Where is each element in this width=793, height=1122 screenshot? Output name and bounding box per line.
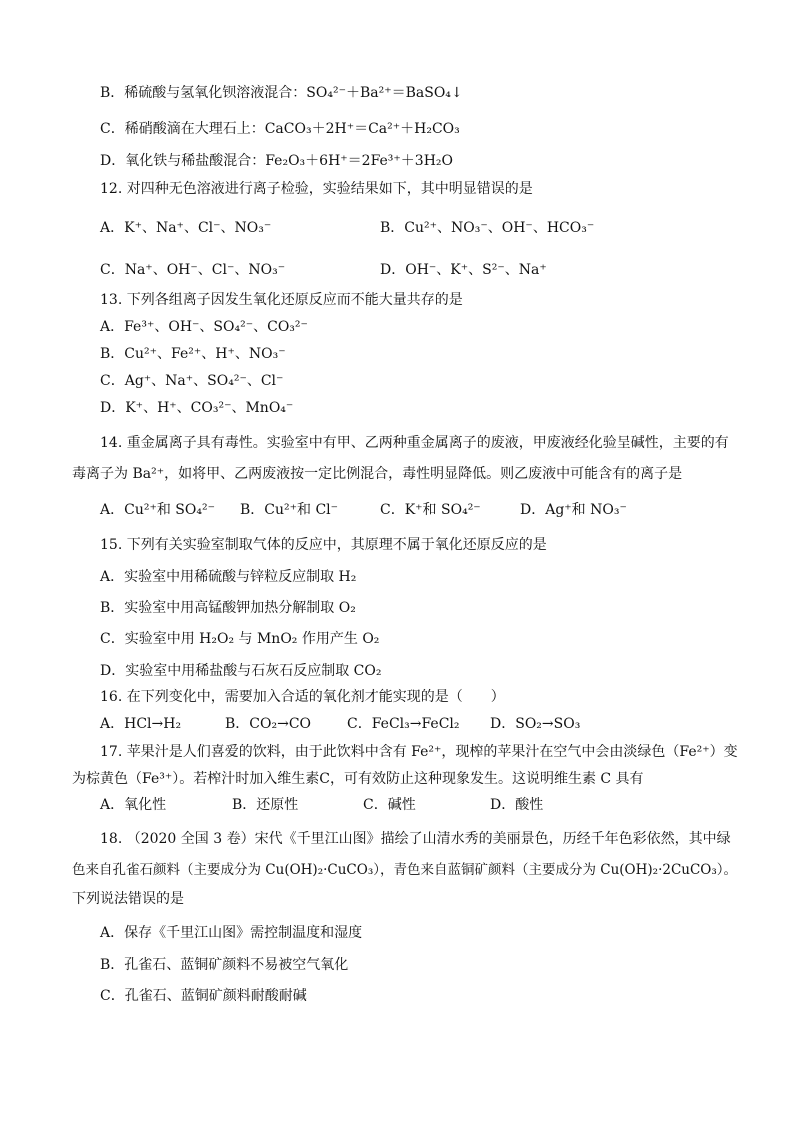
q14-stem-line2: 毒离子为 Ba²⁺，如将甲、乙两废液按一定比例混合，毒性明显降低。则乙废液中可能含有的离子是 [72,466,683,482]
q17-option-c: C．碱性 [363,797,416,813]
q17-option-b: B．还原性 [232,797,299,813]
q15-option-a: A．实验室中用稀硫酸与锌粒反应制取 H₂ [100,569,357,585]
q13-option-c: C．Ag⁺、Na⁺、SO₄²⁻、Cl⁻ [100,373,284,389]
q13-stem: 13. 下列各组离子因发生氧化还原反应而不能大量共存的是 [100,292,463,308]
q15-option-c: C．实验室中用 H₂O₂ 与 MnO₂ 作用产生 O₂ [100,631,380,647]
q12-option-b: B．Cu²⁺、NO₃⁻、OH⁻、HCO₃⁻ [380,220,595,236]
q14-option-c: C．K⁺和 SO₄²⁻ [380,502,481,518]
q17-stem-line1: 17. 苹果汁是人们喜爱的饮料，由于此饮料中含有 Fe²⁺，现榨的苹果汁在空气中会由淡绿色（Fe²⁺）变 [100,744,738,760]
q14-option-b: B．Cu²⁺和 Cl⁻ [240,502,339,518]
q18-stem-line2: 色来自孔雀石颜料（主要成分为 Cu(OH)₂·CuCO₃），青色来自蓝铜矿颜料（主要成分为 Cu(OH)₂·2CuCO₃）。 [72,862,738,878]
q18-option-c: C．孔雀石、蓝铜矿颜料耐酸耐碱 [100,988,307,1004]
q16-option-a: A．HCl→H₂ [100,716,182,732]
q14-option-d: D．Ag⁺和 NO₃⁻ [520,502,627,518]
q18-option-a: A．保存《千里江山图》需控制温度和湿度 [100,925,363,941]
q18-stem-line3: 下列说法错误的是 [72,891,184,907]
q16-option-c: C．FeCl₃→FeCl₂ [347,716,460,732]
q17-option-a: A．氧化性 [100,797,167,813]
q12-option-a: A．K⁺、Na⁺、Cl⁻、NO₃⁻ [100,220,272,236]
q15-option-d: D．实验室中用稀盐酸与石灰石反应制取 CO₂ [100,663,382,679]
q18-stem-line1: 18. （2020 全国 3 卷）宋代《千里江山图》描绘了山清水秀的美丽景色，历经千年色彩依然，其中绿 [100,831,731,847]
q15-option-b: B．实验室中用高锰酸钾加热分解制取 O₂ [100,600,356,616]
q17-stem-line2: 为棕黄色（Fe³⁺）。若榨汁时加入维生素C，可有效防止这种现象发生。这说明维生素 C 具有 [72,771,644,787]
q14-option-a: A．Cu²⁺和 SO₄²⁻ [100,502,215,518]
q11-option-d: D．氧化铁与稀盐酸混合：Fe₂O₃＋6H⁺＝2Fe³⁺＋3H₂O [100,153,454,169]
q15-stem: 15. 下列有关实验室制取气体的反应中，其原理不属于氧化还原反应的是 [100,537,547,553]
q16-option-d: D．SO₂→SO₃ [490,716,581,732]
q13-option-a: A．Fe³⁺、OH⁻、SO₄²⁻、CO₃²⁻ [100,319,308,335]
q16-stem: 16. 在下列变化中，需要加入合适的氧化剂才能实现的是（ ） [100,689,505,705]
q18-option-b: B．孔雀石、蓝铜矿颜料不易被空气氧化 [100,957,349,973]
q12-option-c: C．Na⁺、OH⁻、Cl⁻、NO₃⁻ [100,262,286,278]
q12-option-d: D．OH⁻、K⁺、S²⁻、Na⁺ [380,262,547,278]
q13-option-d: D．K⁺、H⁺、CO₃²⁻、MnO₄⁻ [100,400,294,416]
q11-option-c: C．稀硝酸滴在大理石上：CaCO₃＋2H⁺＝Ca²⁺＋H₂CO₃ [100,121,460,137]
q14-stem-line1: 14. 重金属离子具有毒性。实验室中有甲、乙两种重金属离子的废液，甲废液经化验呈碱性，主要的有 [100,435,729,451]
q12-stem: 12. 对四种无色溶液进行离子检验，实验结果如下，其中明显错误的是 [100,181,533,197]
q16-option-b: B．CO₂→CO [225,716,312,732]
q11-option-b: B．稀硫酸与氢氧化钡溶液混合：SO₄²⁻＋Ba²⁺＝BaSO₄↓ [100,85,463,101]
q13-option-b: B．Cu²⁺、Fe²⁺、H⁺、NO₃⁻ [100,346,286,362]
q17-option-d: D．酸性 [490,797,544,813]
